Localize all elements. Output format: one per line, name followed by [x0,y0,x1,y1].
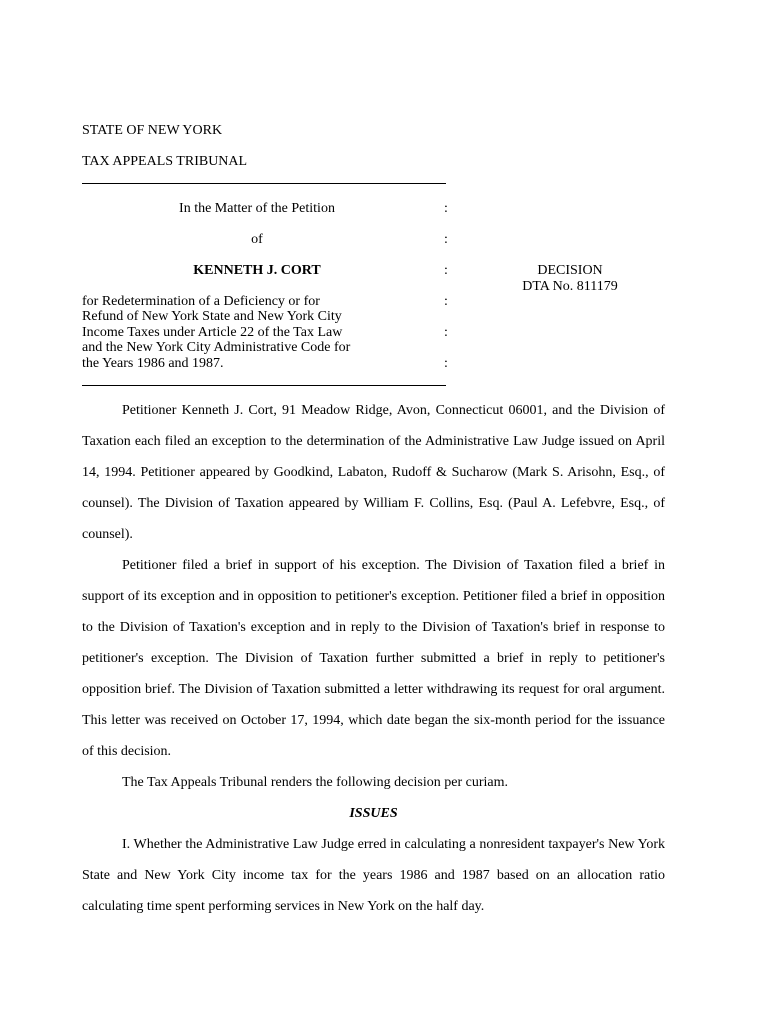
caption-petitioner-name: KENNETH J. CORT [193,263,321,278]
caption-purpose-line: for Redetermination of a Deficiency or for [82,294,320,309]
caption-colon: : [444,356,448,371]
caption-matter: In the Matter of the Petition [179,201,335,216]
caption-colon: : [444,232,448,247]
decision-body [82,395,665,922]
decision-dta-number: DTA No. 811179 [522,279,618,294]
decision-label: DECISION [537,263,603,278]
caption-colon: : [444,201,448,216]
caption-purpose-line: the Years 1986 and 1987. [82,355,224,371]
paragraph-briefs: Petitioner filed a brief in support of his exception. The Division of Taxation filed a brief in support of its exception and in opposition to petitioner's exception. Petitioner filed a brief in opposition to the Division of Taxation's exception and in reply to the Division of Taxation's brief in response to petitioner's exception. The Division of Taxation further submitted a brief in reply to petitioner's opposition brief. The Division of Taxation submitted a letter withdrawing its request for oral argument. This letter was received on October 17, 1994, which date began the six-month period for the issuance of this decision. [82,558,665,759]
caption-bottom-rule [82,385,446,386]
paragraph-per-curiam: The Tax Appeals Tribunal renders the following decision per curiam. [122,775,509,790]
caption-top-rule [82,183,446,184]
caption-purpose-line: Income Taxes under Article 22 of the Tax Law [82,324,343,340]
issue-1: I. Whether the Administrative Law Judge erred in calculating a nonresident taxpayer's New York State and New York City income tax for the years 1986 and 1987 based on an allocation ratio calculating time spent performing services in New York on the half day. [82,837,665,914]
caption-of: of [251,232,263,247]
paragraph-parties: Petitioner Kenneth J. Cort, 91 Meadow Ridge, Avon, Connecticut 06001, and the Division of Taxation each filed an exception to the determination of the Administrative Law Judge issued on April 14, 1994. Petitioner appeared by Goodkind, Labaton, Rudoff & Sucharow (Mark S. Arisohn, Esq., of counsel). The Division of Taxation appeared by William F. Collins, Esq. (Paul A. Lefebvre, Esq., of counsel). [82,403,665,542]
caption-purpose-line: and the New York City Administrative Code for [82,340,351,356]
issues-heading: ISSUES [349,806,398,821]
header-tribunal: TAX APPEALS TRIBUNAL [82,154,248,169]
caption-purpose-line: Refund of New York State and New York City [82,309,342,325]
caption-colon: : [444,263,448,278]
caption-colon: : [444,294,448,309]
header-state: STATE OF NEW YORK [82,123,223,138]
caption-purpose [82,294,350,371]
caption-colon: : [444,325,448,340]
